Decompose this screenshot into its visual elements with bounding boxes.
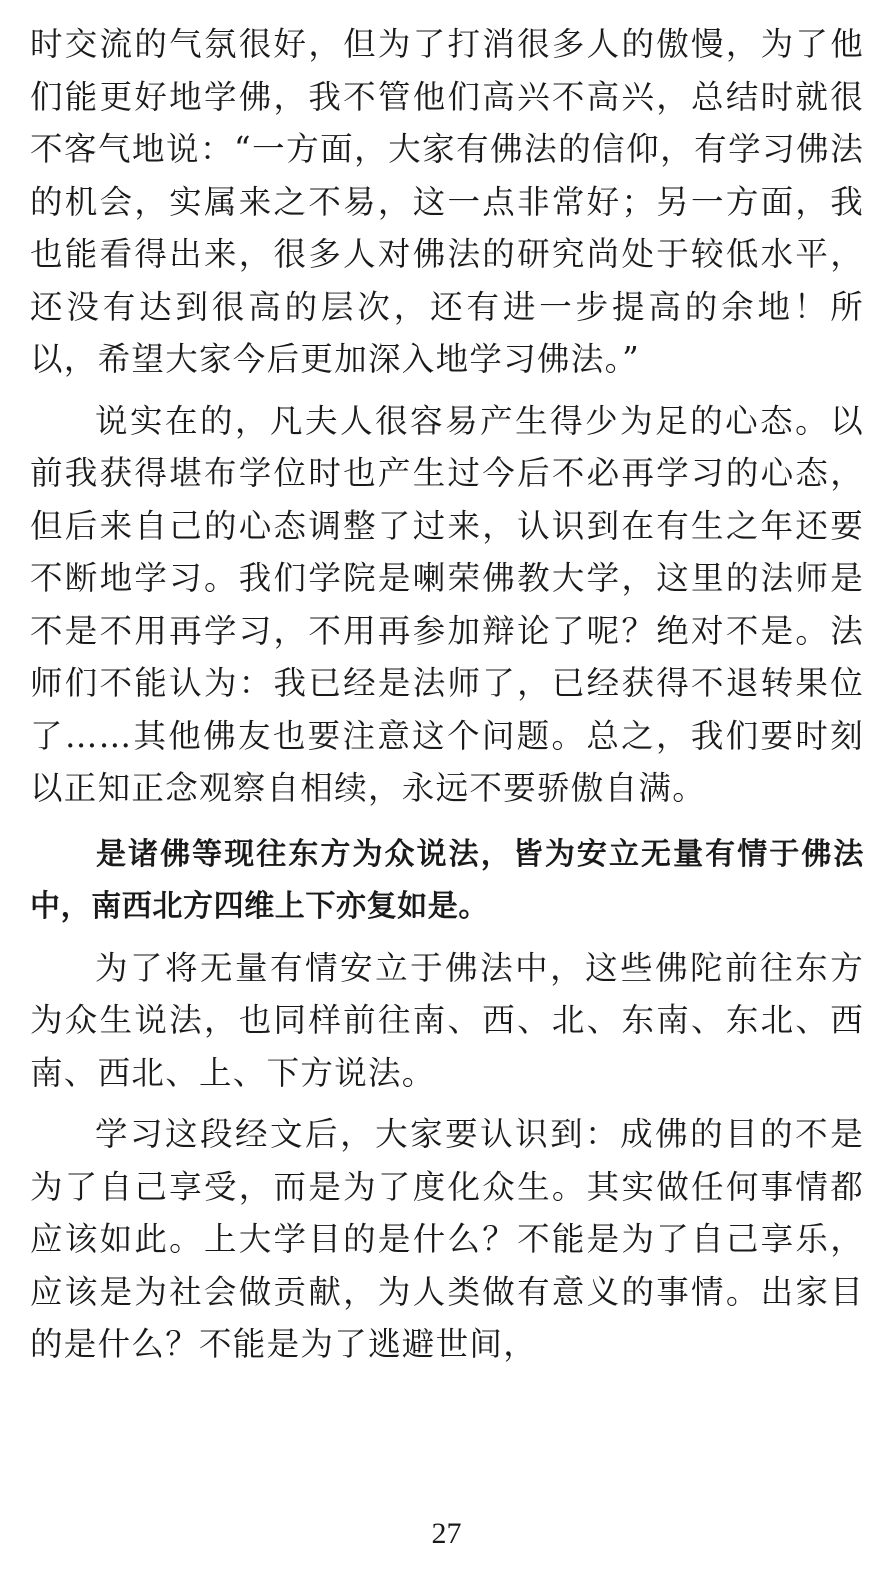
page-number: 27	[431, 1517, 462, 1550]
paragraph-teaching: 学习这段经文后，大家要认识到：成佛的目的不是为了自己享受，而是为了度化众生。其实做任何事情都应该如此。上大学目的是什么？不能是为了自己享乐，应该是为社会做贡献，为人类做有意义的事情。出家目的是什么？不能是为了逃避世间，	[30, 1115, 864, 1363]
paragraph-commentary: 说实在的，凡夫人很容易产生得少为足的心态。以前我获得堪布学位时也产生过今后不必再学习的心态，但后来自己的心态调整了过来，认识到在有生之年还要不断地学习。我们学院是喇荣佛教大学，这里的法师是不是不用再学习，不用再参加辩论了呢？绝对不是。法师们不能认为：我已经是法师了，已经获得不退转果位了……其他佛友也要注意这个问题。总之，我们要时刻以正知正念观察自相续，永远不要骄傲自满。	[30, 401, 864, 807]
paragraph-explanation: 为了将无量有情安立于佛法中，这些佛陀前往东方为众生说法，也同样前往南、西、北、东南、东北、西南、西北、上、下方说法。	[30, 948, 864, 1092]
sutra-quote: 是诸佛等现往东方为众说法，皆为安立无量有情于佛法中，南西北方四维上下亦复如是。	[30, 836, 864, 924]
page-body	[30, 18, 864, 1371]
paragraph-continued: 时交流的气氛很好，但为了打消很多人的傲慢，为了他们能更好地学佛，我不管他们高兴不高兴，总结时就很不客气地说：“一方面，大家有佛法的信仰，有学习佛法的机会，实属来之不易，这一点非常好；另一方面，我也能看得出来，很多人对佛法的研究尚处于较低水平，还没有达到很高的层次，还有进一步提高的余地！所以，希望大家今后更加深入地学习佛法。”	[30, 25, 864, 378]
